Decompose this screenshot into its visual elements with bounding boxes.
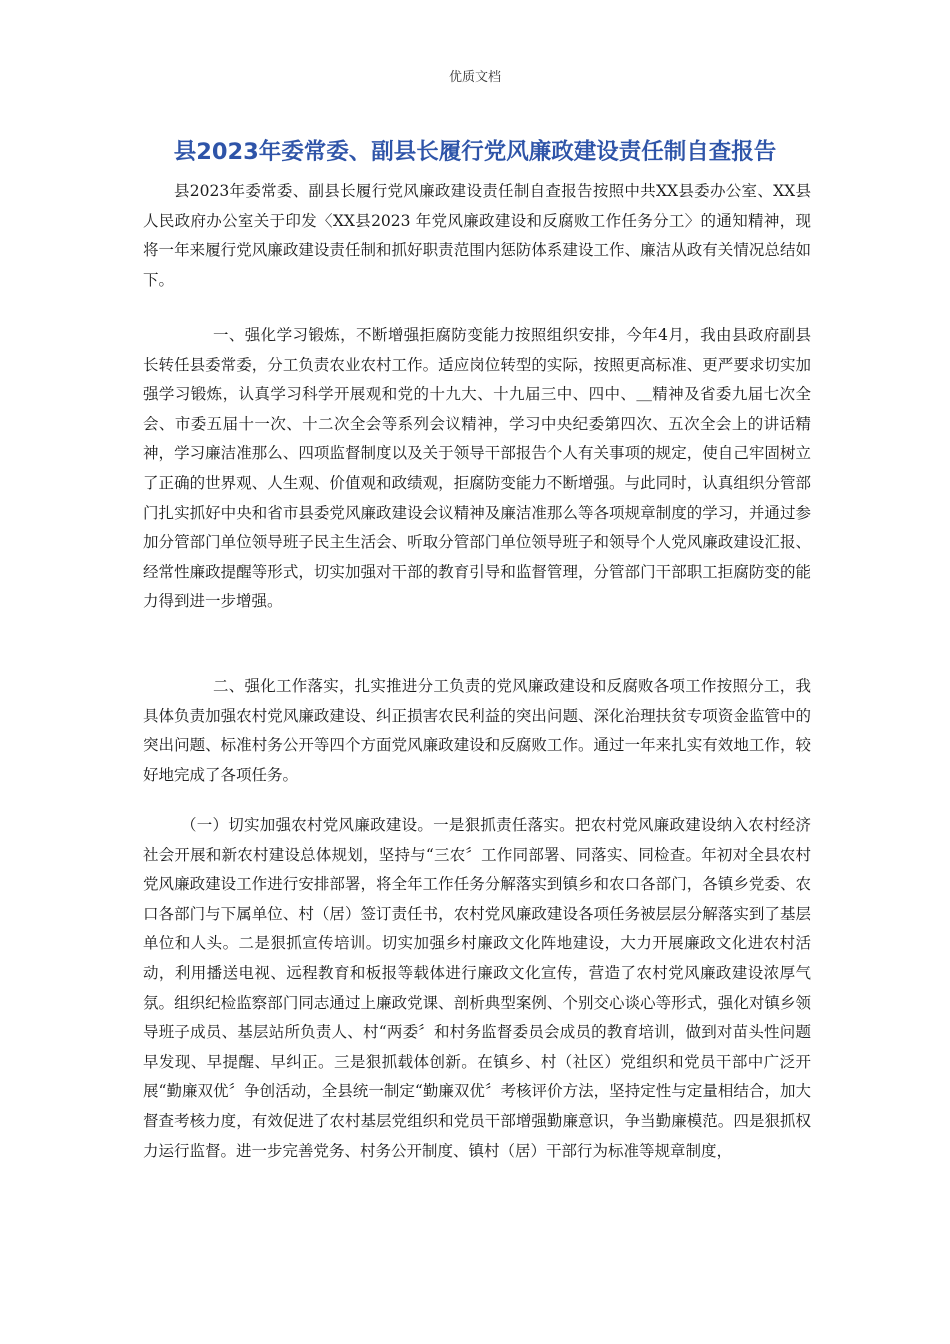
header-note: 优质文档 <box>448 70 501 85</box>
subsection-one-paragraph: （一）切实加强农村党风廉政建设。一是狠抓责任落实。把农村党风廉政建设纳入农村经济社会开展和新农村建设总体规划，坚持与“三农〞工作同部署、同落实、同检查。年初对全县农村党风廉政建设工作进行安排部署，将全年工作任务分解落实到镇乡和农口各部门，各镇乡党委、农口各部门与下属单位、村（居）签订责任书，农村党风廉政建设各项任务被层层分解落实到了基层单位和人头。二是狠抓宣传培训。切实加强乡村廉政文化阵地建设，大力开展廉政文化进农村活动，利用播送电视、远程教育和板报等载体进行廉政文化宣传，营造了农村党风廉政建设浓厚气氛。组织纪检监察部门同志通过上廉政党课、剖析典型案例、个别交心谈心等形式，强化对镇乡领导班子成员、基层站所负责人、村“两委〞和村务监督委员会成员的教育培训，做到对苗头性问题早发现、早提醒、早纠正。三是狠抓载体创新。在镇乡、村（社区）党组织和党员干部中广泛开展“勤廉双优〞争创活动，全县统一制定“勤廉双优〞考核评价方法，坚持定性与定量相结合，加大督查考核力度，有效促进了农村基层党组织和党员干部增强勤廉意识，争当勤廉模范。四是狠抓权力运行监督。进一步完善党务、村务公开制度、镇村（居）干部行为标准等规章制度， <box>143 816 811 1160</box>
document-title: 县2023年委常委、副县长履行党风廉政建设责任制自查报告 <box>173 139 777 165</box>
section-two-paragraph: 二、强化工作落实，扎实推进分工负责的党风廉政建设和反腐败各项工作按照分工，我具体负责加强农村党风廉政建设、纠正损害农民利益的突出问题、深化治理扶贫专项资金监管中的突出问题、标准村务公开等四个方面党风廉政建设和反腐败工作。通过一年来扎实有效地工作，较好地完成了各项任务。 <box>143 677 811 784</box>
intro-paragraph: 县2023年委常委、副县长履行党风廉政建设责任制自查报告按照中共XX县委办公室、XX县人民政府办公室关于印发〈XX县2023 年党风廉政建设和反腐败工作任务分工〉的通知精神，现将一年来履行党风廉政建设责任制和抓好职责范围内惩防体系建设工作、廉洁从政有关情况总结如下。 <box>143 182 811 289</box>
section-one-paragraph: 一、强化学习锻炼，不断增强拒腐防变能力按照组织安排，今年4月，我由县政府副县长转任县委常委，分工负责农业农村工作。适应岗位转型的实际，按照更高标准、更严要求切实加强学习锻炼，认真学习科学开展观和党的十九大、十九届三中、四中、＿精神及省委九届七次全会、市委五届十一次、十二次全会等系列会议精神，学习中央纪委第四次、五次全会上的讲话精神，学习廉洁准那么、四项监督制度以及关于领导干部报告个人有关事项的规定，使自己牢固树立了正确的世界观、人生观、价值观和政绩观，拒腐防变能力不断增强。与此同时，认真组织分管部门扎实抓好中央和省市县委党风廉政建设会议精神及廉洁准那么等各项规章制度的学习，并通过参加分管部门单位领导班子民主生活会、听取分管部门单位领导班子和领导个人党风廉政建设汇报、经常性廉政提醒等形式，切实加强对干部的教育引导和监督管理，分管部门干部职工拒腐防变的能力得到进一步增强。 <box>143 326 811 611</box>
